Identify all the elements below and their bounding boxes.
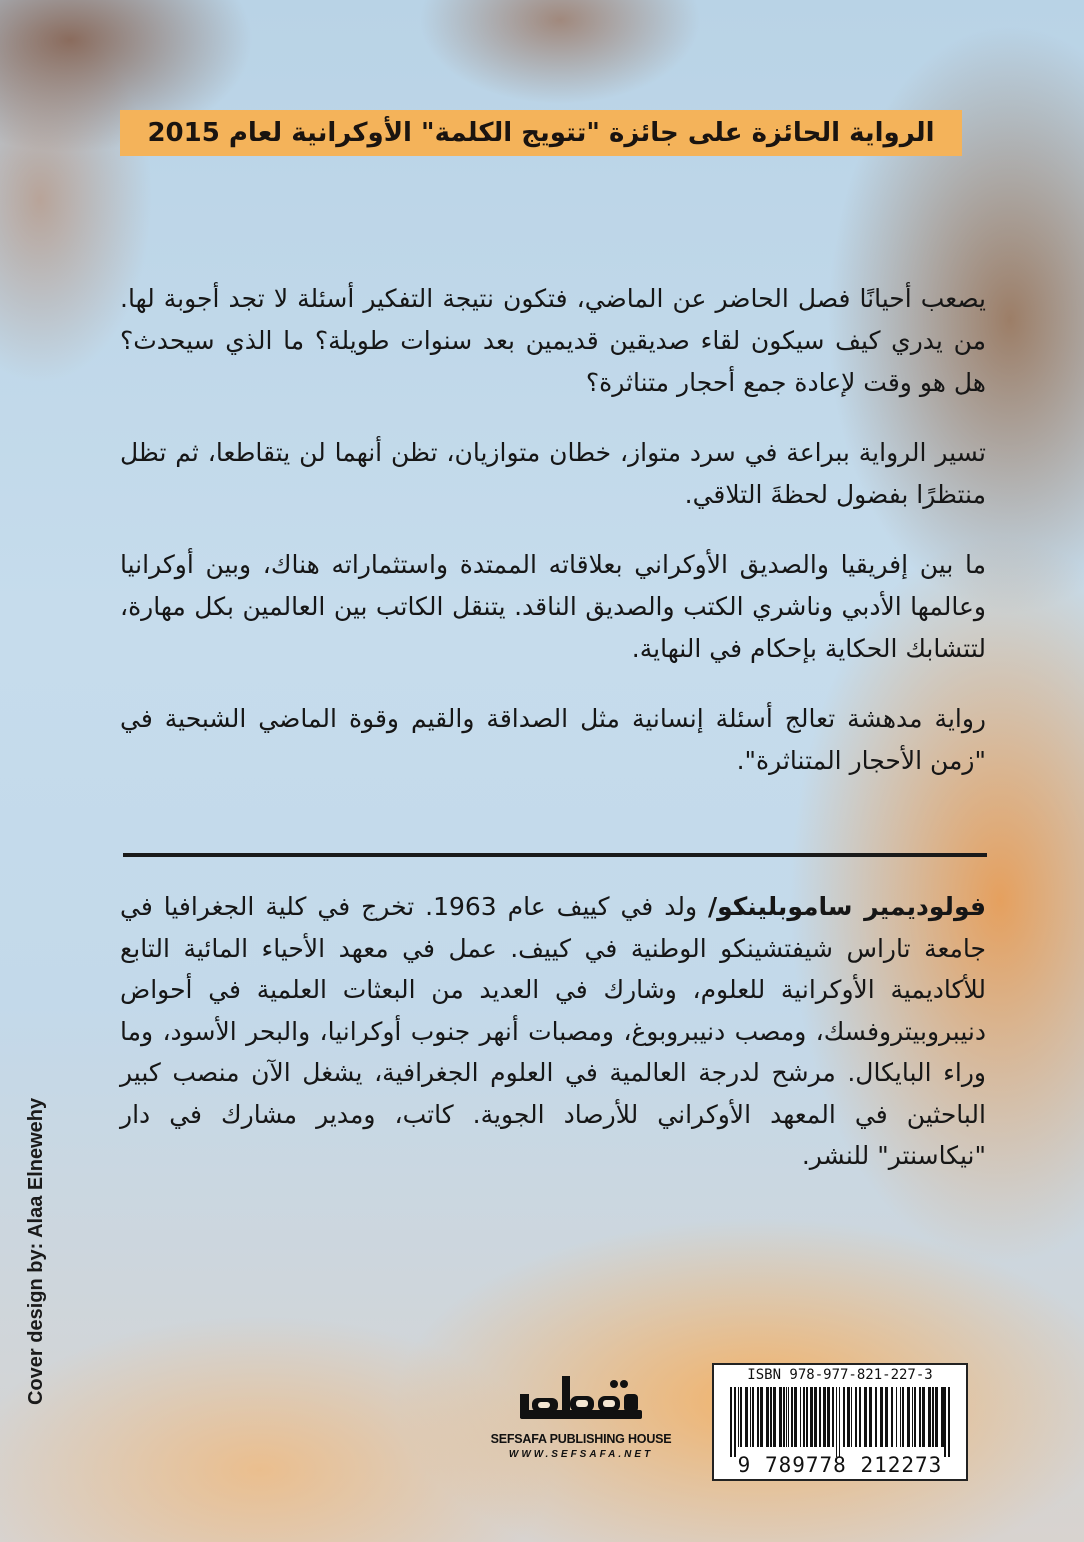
barcode-bar <box>851 1387 852 1447</box>
barcode-bar <box>786 1387 787 1447</box>
synopsis-paragraph: رواية مدهشة تعالج أسئلة إنسانية مثل الصداقة والقيم وقوة الماضي الشبحية في "زمن الأحجار المتناثرة". <box>120 704 986 775</box>
award-banner <box>120 110 962 156</box>
award-banner-text: الرواية الحائزة على جائزة "تتويج الكلمة" الأوكرانية لعام 2015 <box>147 118 935 148</box>
barcode-bar <box>806 1387 808 1447</box>
barcode-bar <box>912 1387 913 1447</box>
publisher-block <box>490 1370 672 1480</box>
barcode-bar <box>891 1387 893 1447</box>
barcode-bar <box>919 1387 921 1447</box>
barcode-bar <box>770 1387 772 1447</box>
barcode-bar <box>864 1387 867 1447</box>
barcode-bar <box>745 1387 748 1447</box>
barcode-bar <box>855 1387 857 1447</box>
author-bio-text: ولد في كييف عام 1963. تخرج في كلية الجغرافيا في جامعة تاراس شيفتشينكو الوطنية في كييف. عمل في معهد الأحياء المائية التابع للأكاديمية الأوكرانية للعلوم، وشارك في العديد من البعثات العلمية في أحواض دنيبروبيتروفسك، ومصب دنيبروبوغ، ومصبات أنهر جنوب أوكرانيا، والبحر الأسود، وما وراء البايكال. مرشح لدرجة العالمية في العلوم الجغرافية، يشغل الآن منصب كبير الباحثين في المعهد الأوكراني للأرصاد الجوية. كاتب، ومدير مشارك في دار "نيكاسنتر" للنشر. <box>120 892 986 1170</box>
barcode-bar <box>836 1387 837 1457</box>
publisher-url: WWW.SEFSAFA.NET <box>508 1449 654 1460</box>
barcode-bar <box>948 1387 950 1457</box>
barcode-bar <box>779 1387 782 1447</box>
barcode-bar <box>922 1387 925 1447</box>
barcode-bars <box>728 1387 954 1457</box>
barcode-bar <box>843 1387 845 1447</box>
synopsis-paragraph: ما بين إفريقيا والصديق الأوكراني بعلاقاته الممتدة واستثماراته هناك، وبين أوكرانيا وعالمها الأدبي وناشري الكتب والصديق الناقد. يتنقل الكاتب بين العالمين بكل مهارة، لتتشابك الحكاية بإحكام في النهاية. <box>120 550 986 663</box>
cover-design-credit: Cover design by: Alaa Elnewehy <box>25 1097 47 1405</box>
synopsis-paragraph: يصعب أحيانًا فصل الحاضر عن الماضي، فتكون نتيجة التفكير أسئلة لا تجد أجوبة لها. من يدري كيف سيكون لقاء صديقين قديمين بعد سنوات طويلة؟ ما الذي سيحدث؟ هل هو وقت لإعادة جمع أحجار متناثرة؟ <box>120 284 986 397</box>
barcode-bar <box>800 1387 801 1447</box>
barcode-bar <box>900 1387 901 1447</box>
barcode-digits: 9 789778 212273 <box>737 1453 943 1477</box>
barcode-bar <box>847 1387 850 1447</box>
barcode-bar <box>941 1387 944 1447</box>
sefsafa-logo-icon <box>506 1370 656 1430</box>
author-name: فولوديمير ساموبلينكو/ <box>707 892 986 921</box>
barcode-bar <box>773 1387 776 1447</box>
barcode-bar <box>935 1387 938 1447</box>
barcode-bar <box>859 1387 861 1447</box>
barcode-bar <box>885 1387 888 1447</box>
barcode-bar <box>832 1387 834 1447</box>
barcode-bar <box>827 1387 830 1447</box>
barcode-bar <box>869 1387 872 1447</box>
barcode-bar <box>810 1387 813 1447</box>
barcode-bar <box>944 1387 946 1457</box>
barcode-bar <box>783 1387 785 1447</box>
barcode-bar <box>738 1387 739 1447</box>
barcode-bar <box>932 1387 934 1447</box>
barcode-bar <box>740 1387 742 1447</box>
barcode-bar <box>791 1387 793 1447</box>
barcode-bar <box>823 1387 826 1447</box>
barcode-bar <box>902 1387 904 1447</box>
barcode-bar <box>794 1387 797 1447</box>
barcode-bar <box>907 1387 910 1447</box>
barcode-bar <box>880 1387 883 1447</box>
section-divider <box>123 853 987 857</box>
barcode-bar <box>734 1387 736 1457</box>
author-bio <box>120 886 986 1177</box>
barcode-bar <box>814 1387 817 1447</box>
barcode-bar <box>730 1387 732 1457</box>
barcode-bar <box>928 1387 931 1447</box>
barcode-bar <box>875 1387 877 1447</box>
synopsis-paragraph: تسير الرواية ببراعة في سرد متواز، خطان متوازيان، تظن أنهما لن يتقاطعا، ثم تظل منتظرًا بفضول لحظةَ التلاقي. <box>120 438 986 509</box>
barcode-bar <box>819 1387 821 1447</box>
isbn-label: ISBN 978-977-821-227-3 <box>747 1367 933 1383</box>
barcode-bar <box>760 1387 763 1447</box>
barcode-bar <box>803 1387 805 1447</box>
barcode-bar <box>896 1387 897 1447</box>
barcode-bar <box>750 1387 751 1447</box>
barcode-bar <box>766 1387 769 1447</box>
barcode-bar <box>757 1387 759 1447</box>
barcode-bar <box>914 1387 916 1447</box>
publisher-name: SEFSAFA PUBLISHING HOUSE <box>490 1432 672 1446</box>
synopsis <box>120 278 986 810</box>
isbn-barcode <box>712 1363 968 1481</box>
barcode-bar <box>752 1387 754 1447</box>
barcode-bar <box>839 1387 840 1457</box>
barcode-bar <box>788 1387 789 1447</box>
